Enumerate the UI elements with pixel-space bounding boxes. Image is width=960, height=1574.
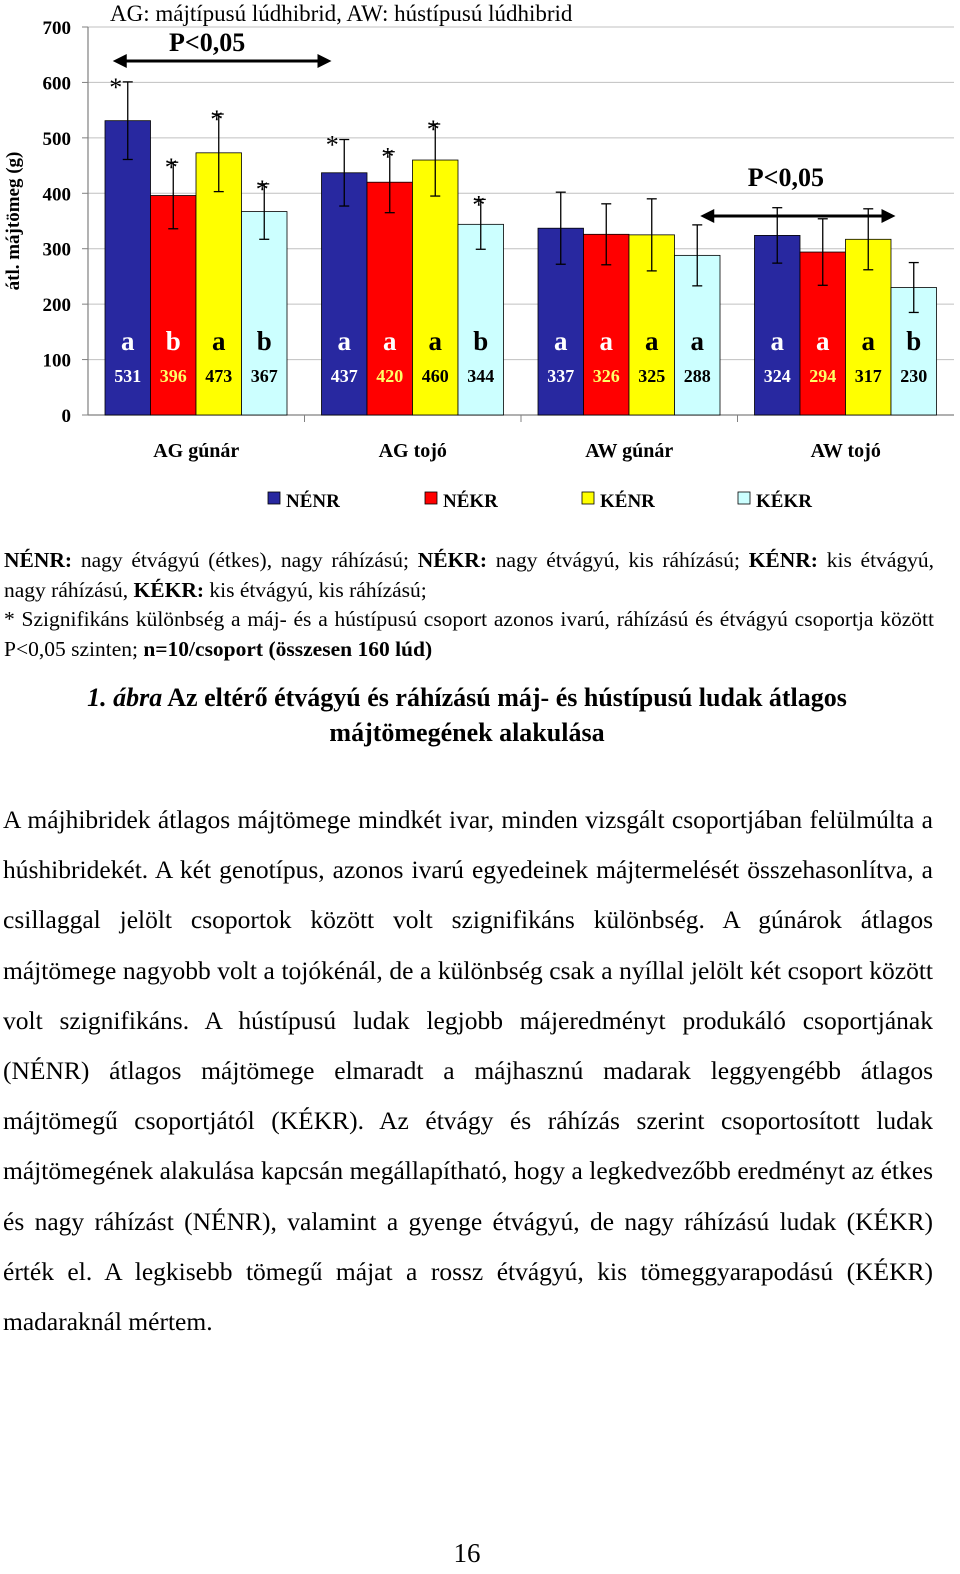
- chart-legend-note: [4, 546, 934, 664]
- note-text: nagy étvágyú (étkes), nagy ráhízású;: [72, 548, 418, 572]
- note-abbr-kekr: KÉKR:: [133, 577, 205, 602]
- legend-swatch: [738, 492, 750, 504]
- note-text: kis étvágyú, kis ráhízású;: [204, 577, 427, 602]
- data-label: 288: [683, 366, 711, 386]
- legend-label: KÉKR: [756, 491, 812, 512]
- data-label: 317: [854, 366, 882, 386]
- significance-star: *: [472, 190, 486, 220]
- significance-letter: a: [337, 326, 351, 356]
- figure-caption: [0, 680, 934, 750]
- data-label: 294: [809, 366, 837, 386]
- data-label: 460: [421, 366, 449, 386]
- x-category-label: AW gúnár: [585, 440, 674, 462]
- significance-letter: b: [165, 326, 181, 356]
- x-category-label: AG gúnár: [153, 440, 240, 462]
- legend-swatch: [582, 492, 594, 504]
- body-paragraph: [3, 795, 933, 1347]
- data-label: 437: [330, 366, 358, 386]
- significance-letter: a: [121, 326, 135, 356]
- legend-label: KÉNR: [600, 491, 655, 512]
- note-text: kis étvágyú, nagy ráhízású,: [4, 548, 934, 602]
- data-label: 324: [763, 366, 791, 386]
- data-label: 326: [592, 366, 620, 386]
- legend-swatch: [425, 492, 437, 504]
- x-category-label: AW tojó: [810, 440, 881, 462]
- significance-letter: b: [473, 326, 489, 356]
- note-abbr-nekr: NÉKR:: [417, 548, 487, 572]
- y-tick-label: 300: [42, 239, 71, 261]
- significance-letter: a: [428, 326, 442, 356]
- legend-label: NÉKR: [443, 491, 498, 512]
- data-label: 337: [547, 366, 575, 386]
- data-label: 420: [376, 366, 404, 386]
- significance-letter: b: [906, 326, 922, 356]
- figure-label: 1. ábra: [87, 683, 163, 712]
- legend-swatch: [268, 492, 280, 504]
- data-label: 344: [467, 366, 495, 386]
- significance-letter: a: [599, 326, 613, 356]
- significance-letter: a: [645, 326, 659, 356]
- significance-star: *: [164, 153, 178, 183]
- note-abbr-kenr: KÉNR:: [748, 548, 818, 572]
- y-tick-label: 500: [42, 128, 71, 150]
- data-label: 367: [250, 366, 278, 386]
- note-abbr-nenr: NÉNR:: [4, 548, 73, 572]
- significance-star: *: [109, 72, 123, 102]
- significance-letter: a: [816, 326, 830, 356]
- x-category-label: AG tojó: [378, 440, 447, 462]
- bar: [458, 224, 504, 415]
- significance-letter: b: [256, 326, 272, 356]
- y-tick-label: 600: [42, 73, 71, 95]
- legend-label: NÉNR: [286, 491, 340, 512]
- y-tick-label: 400: [42, 184, 71, 206]
- data-label: 325: [638, 366, 666, 386]
- figure-title: Az eltérő étvágyú és ráhízású máj- és hústípusú ludak átlagos: [162, 683, 847, 712]
- significance-letter: a: [770, 326, 784, 356]
- note-significance: * Szignifikáns különbség a máj- és a hústípusú csoport azonos ivarú, ráhízású és étvágyú csoportja között P<0,05 szinten;: [4, 607, 934, 661]
- figure-title-line2: májtömegének alakulása: [329, 718, 605, 747]
- note-sample-size: n=10/csoport (összesen 160 lúd): [143, 636, 433, 661]
- significance-star: *: [325, 130, 339, 160]
- data-label: 230: [900, 366, 928, 386]
- annotation-label: P<0,05: [169, 28, 246, 57]
- paragraph-text: A májhibridek átlagos májtömege mindkét ivar, minden vizsgált csoportjában felülmúlta a húshibridekét. A két genotípus, azonos ivarú egyedeinek májtermelését összehasonlítva, a csillaggal jelölt csoportok között volt szignifikáns különbség. A gúnárok átlagos májtömege nagyobb volt a tojókénál, de a különbség csak a nyíllal jelölt két csoport között volt szignifikáns. A hústípusú ludak legjobb májeredményt produkáló csoportjának (NÉNR) átlagos májtömege elmaradt a májhasznú madarak leggyengébb átlagos májtömegű csoportjától (KÉKR). Az étvágy és ráhízás szerint csoportosított ludak májtömegének alakulása kapcsán megállapítható, hogy a legkedvezőbb eredményt az étkes és nagy ráhízást (NÉNR), valamint a gyenge étvágyú, de nagy ráhízású ludak (KÉKR) érték el. A legkisebb tömegű májat a rossz étvágyú, kis tömeggyarapodású (KÉKR) madaraknál mértem.: [3, 805, 933, 1337]
- bar-chart: [0, 0, 960, 530]
- chart-title: AG: májtípusú lúdhibrid, AW: hústípusú lúdhibrid: [110, 1, 573, 26]
- data-label: 396: [159, 366, 187, 386]
- y-tick-label: 100: [42, 350, 71, 372]
- significance-letter: a: [383, 326, 397, 356]
- page-number: 16: [453, 1538, 481, 1568]
- y-tick-label: 200: [42, 295, 71, 317]
- y-axis-label: átl. májtömeg (g): [3, 151, 24, 291]
- data-label: 531: [114, 366, 142, 386]
- significance-letter: a: [212, 326, 226, 356]
- annotation-label: P<0,05: [747, 163, 824, 192]
- significance-star: *: [210, 105, 224, 135]
- significance-letter: a: [861, 326, 875, 356]
- significance-letter: a: [690, 326, 704, 356]
- y-tick-label: 700: [42, 18, 71, 39]
- note-text: nagy étvágyú, kis ráhízású;: [487, 548, 749, 572]
- significance-star: *: [381, 142, 395, 172]
- significance-star: *: [426, 115, 440, 144]
- significance-star: *: [255, 174, 269, 204]
- data-label: 473: [205, 366, 233, 386]
- significance-letter: a: [554, 326, 568, 356]
- y-tick-label: 0: [61, 406, 71, 427]
